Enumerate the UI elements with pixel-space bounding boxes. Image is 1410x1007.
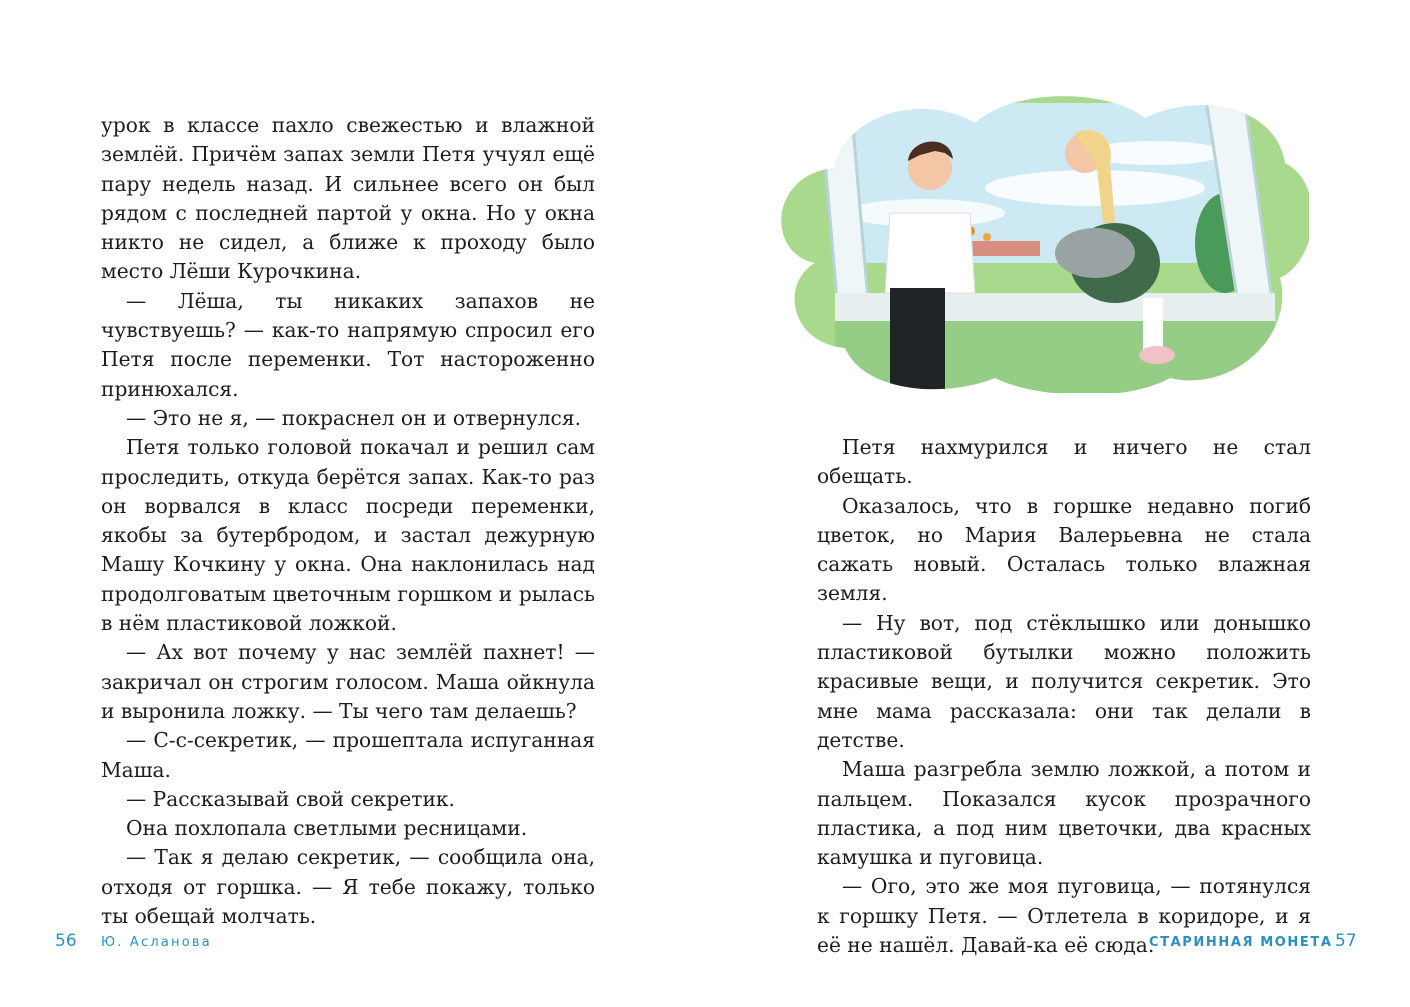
page-number-left: 56 — [55, 931, 77, 951]
girl-shoe — [1139, 346, 1175, 364]
page-number-right: 57 — [1335, 931, 1357, 951]
flower — [983, 233, 991, 241]
left-page-text — [101, 111, 595, 931]
right-page-text — [817, 433, 1311, 960]
paragraph: Петя нахмурился и ничего не стал обещать. — [817, 435, 1311, 489]
paragraph: — Лёша, ты никаких запахов не чувствуешь? — как-то напрямую спросил его Петя после переменки. Тот настороженно принюхался. — [101, 288, 595, 401]
paragraph: Маша разгребла землю ложкой, а потом и пальцем. Показался кусок прозрачного пластика, а под ним цветочки, два красных камушка и пуговица. — [817, 757, 1311, 870]
running-head-title: СТАРИННАЯ МОНЕТА — [1149, 935, 1333, 950]
paragraph: Оказалось, что в горшке недавно погиб цветок, но Мария Валерьевна не стала сажать новый. Осталась только влажная земля. — [817, 493, 1311, 606]
girl-socks — [1143, 298, 1163, 353]
paragraph: — Ого, это же моя пуговица, — потянулся к горшку Петя. — Отлетела в коридоре, и я её не нашёл. Давай-ка её сюда. — [817, 874, 1311, 958]
paragraph: — Ну вот, под стёклышко или донышко пластиковой бутылки можно положить красивые вещи, и получится секретик. Это мне мама рассказала: они так делали в детстве. — [817, 610, 1311, 752]
running-head-author: Ю. Асланова — [101, 935, 212, 950]
paragraph: Она похлопала светлыми ресницами. — [126, 816, 528, 841]
paragraph: — Ах вот почему у нас землёй пахнет! — закричал он строгим голосом. Маша ойкнула и выронила ложку. — Ты чего там делаешь? — [101, 640, 595, 723]
paragraph: урок в классе пахло свежестью и влажной землёй. Причём запах земли Петя учуял ещё пару недель назад. И сильнее всего он был рядом с последней партой у окна. Но у окна никто не сидел, а ближе к проходу было место Лёши Курочкина. — [101, 113, 595, 284]
paragraph: — Это не я, — покраснел он и отвернулся. — [126, 405, 581, 430]
paragraph: — Так я делаю секретик, — сообщила она, отходя от горшка. — Я тебе покажу, только ты обещай молчать. — [101, 845, 595, 929]
boy-shirt — [885, 213, 975, 293]
paragraph: — Рассказывай свой секретик. — [126, 786, 455, 811]
cloud-shape — [985, 170, 1205, 206]
paragraph: — С-с-секретик, — прошептала испуганная Маша. — [101, 728, 595, 782]
illustration — [775, 93, 1309, 393]
paragraph: Петя только головой покачал и решил сам проследить, откуда берётся запах. Как-то раз он ворвался в класс посреди переменки, якобы за бутербродом, и застал дежурную Машу Кочкину у окна. Она наклонилась над продолговатым цветочным горшком и рылась в нём пластиковой ложкой. — [101, 435, 595, 636]
right-page — [705, 0, 1410, 1007]
boy-trousers — [890, 288, 945, 393]
girl-sleeve — [1055, 228, 1135, 278]
